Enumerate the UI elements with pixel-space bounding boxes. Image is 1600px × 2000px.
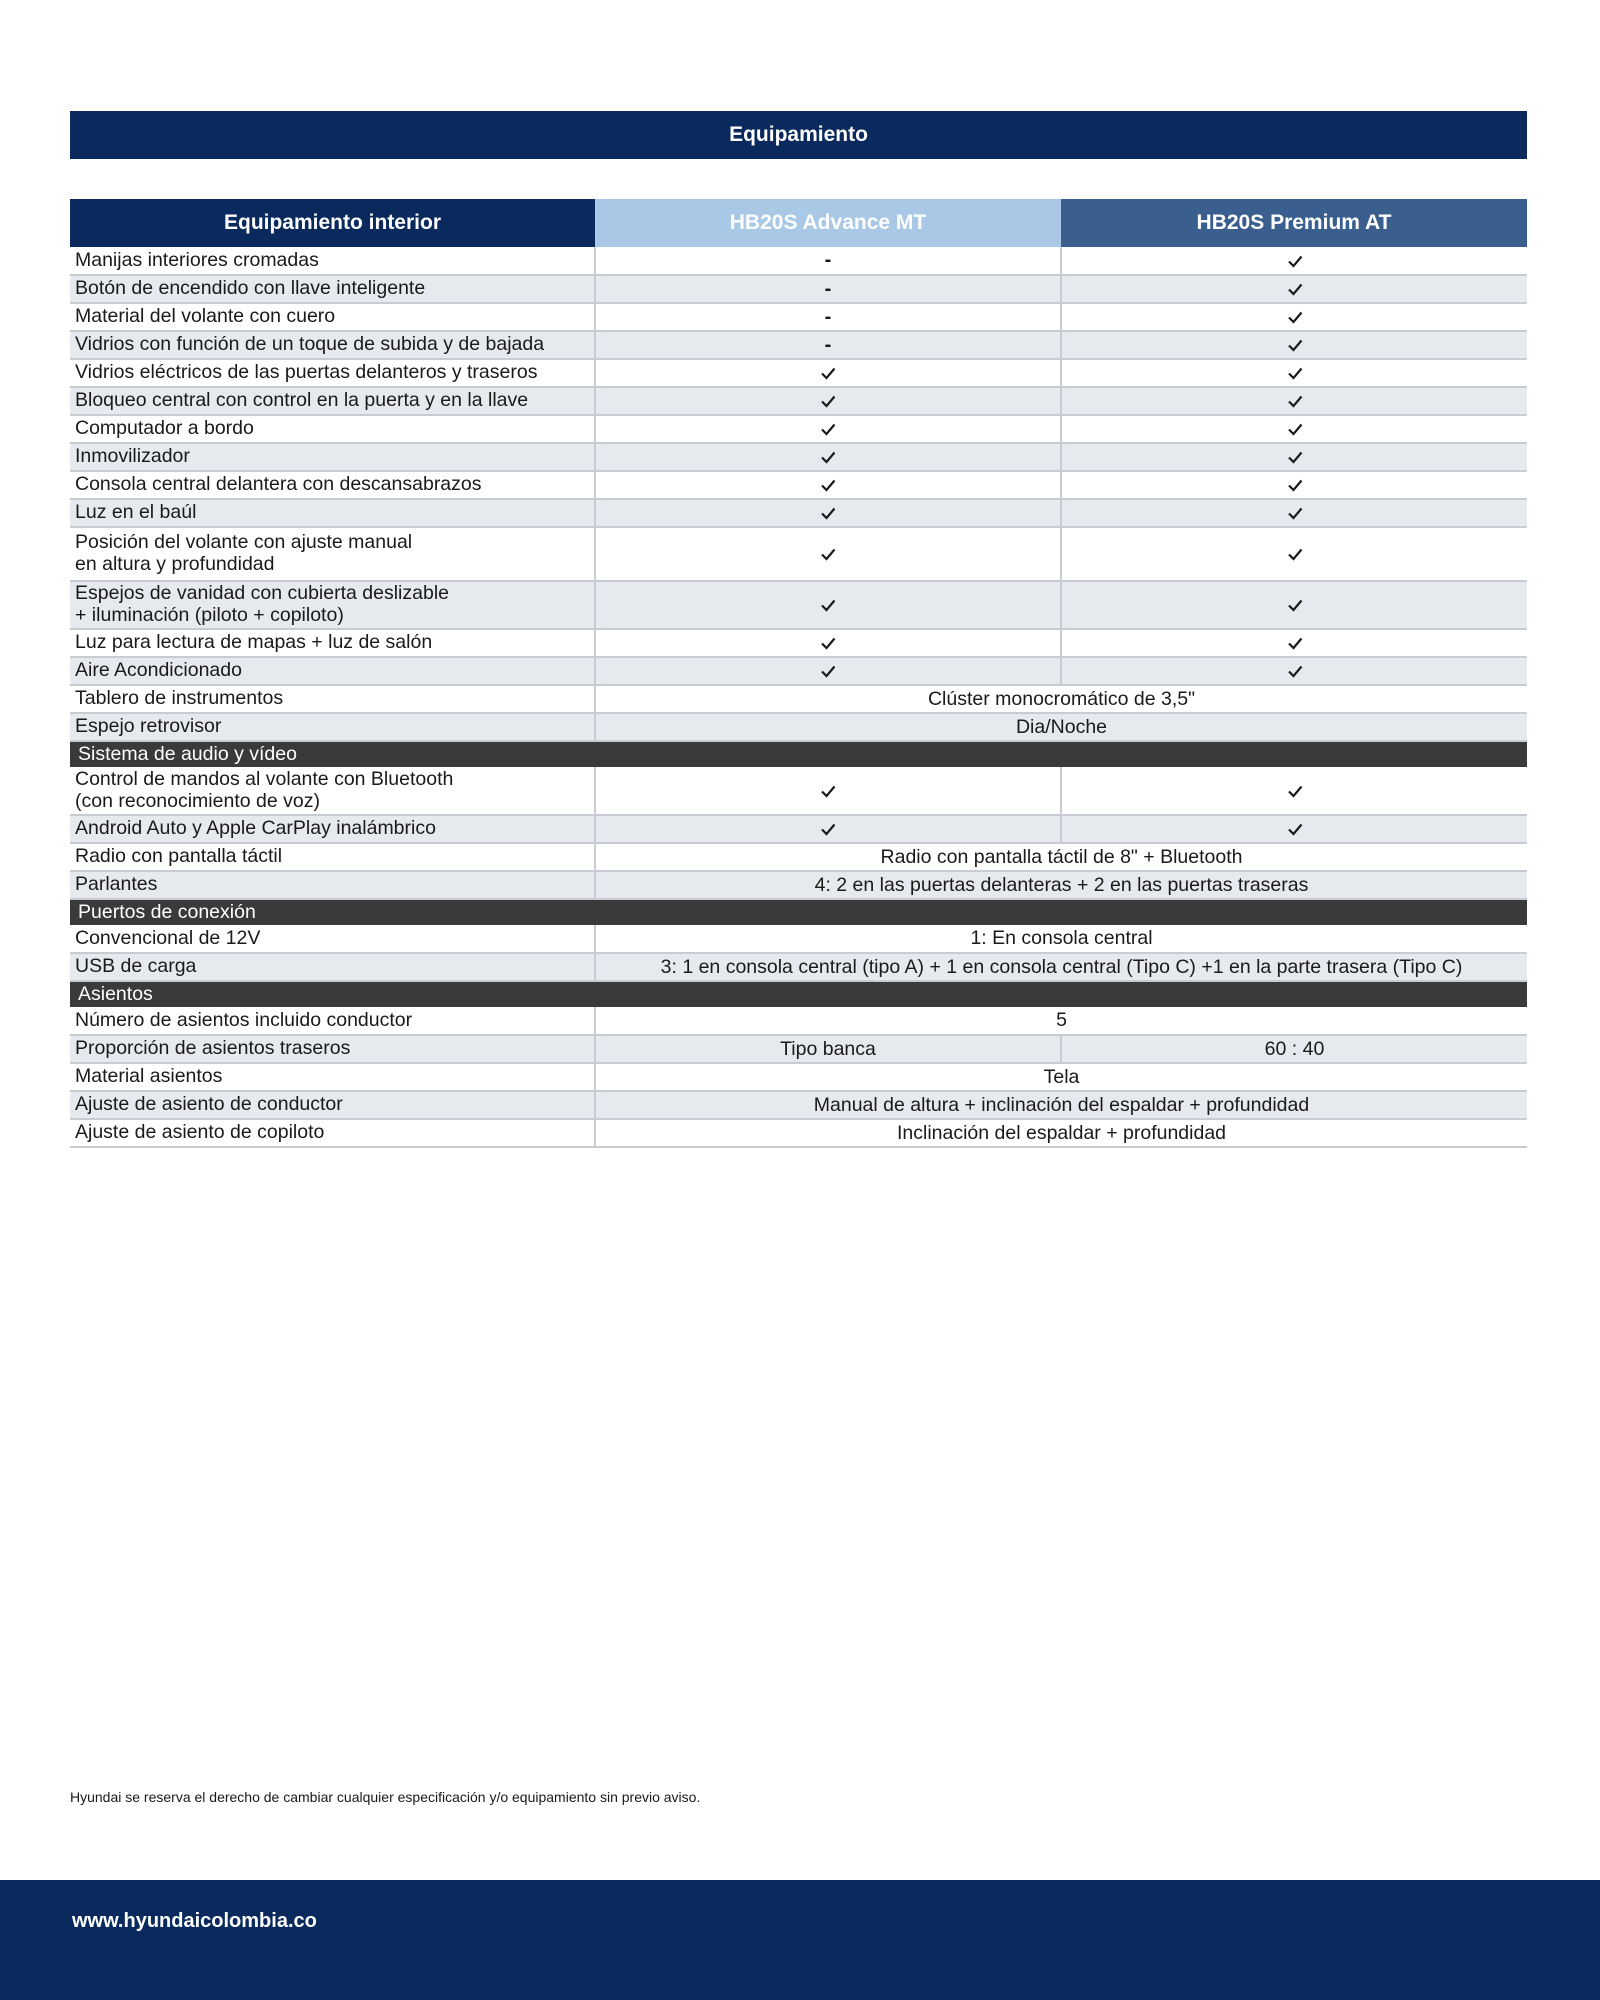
check-icon — [819, 364, 837, 382]
equipment-table — [70, 199, 1527, 1148]
shared-value-cell: Dia/Noche — [595, 713, 1527, 741]
check-icon — [1286, 252, 1304, 270]
table-row — [70, 843, 1527, 871]
check-icon — [819, 420, 837, 438]
row-label: Convencional de 12V — [70, 925, 595, 953]
table-row — [70, 925, 1527, 953]
check-icon — [1286, 336, 1304, 354]
row-label: Aire Acondicionado — [70, 657, 595, 685]
premium-cell — [1061, 275, 1527, 303]
table-row — [70, 713, 1527, 741]
table-row — [70, 1091, 1527, 1119]
premium-cell — [1061, 629, 1527, 657]
section-header-ports — [70, 899, 1527, 925]
section-header-audio — [70, 741, 1527, 767]
premium-cell — [1061, 499, 1527, 527]
row-label: Proporción de asientos traseros — [70, 1035, 595, 1063]
table-row — [70, 657, 1527, 685]
row-label: Inmovilizador — [70, 443, 595, 471]
row-label: Radio con pantalla táctil — [70, 843, 595, 871]
check-icon — [819, 782, 837, 800]
header-premium-at: HB20S Premium AT — [1061, 199, 1527, 247]
shared-value-cell: 5 — [595, 1007, 1527, 1035]
check-icon — [819, 545, 837, 563]
row-label: Material del volante con cuero — [70, 303, 595, 331]
row-label — [70, 767, 595, 815]
table-row — [70, 359, 1527, 387]
row-label: Luz en el baúl — [70, 499, 595, 527]
banner-title: Equipamiento — [729, 123, 868, 146]
check-icon — [1286, 504, 1304, 522]
check-icon — [819, 448, 837, 466]
table-row — [70, 685, 1527, 713]
premium-cell — [1061, 471, 1527, 499]
shared-value-cell: 4: 2 en las puertas delanteras + 2 en las puertas traseras — [595, 871, 1527, 899]
header-equipment-interior: Equipamiento interior — [70, 199, 595, 247]
check-icon — [1286, 280, 1304, 298]
row-label: Consola central delantera con descansabrazos — [70, 471, 595, 499]
section-title: Asientos — [70, 981, 1527, 1007]
header-advance-mt: HB20S Advance MT — [595, 199, 1061, 247]
disclaimer-text: Hyundai se reserva el derecho de cambiar cualquier especificación y/o equipamiento sin previo aviso. — [70, 1789, 701, 1805]
check-icon — [1286, 476, 1304, 494]
dash-icon: - — [824, 333, 832, 356]
advance-cell — [595, 657, 1061, 685]
table-row — [70, 871, 1527, 899]
premium-cell — [1061, 815, 1527, 843]
dash-icon: - — [824, 277, 832, 300]
shared-value-cell: Clúster monocromático de 3,5" — [595, 685, 1527, 713]
shared-value-cell: Tela — [595, 1063, 1527, 1091]
shared-value-cell: 3: 1 en consola central (tipo A) + 1 en consola central (Tipo C) +1 en la parte trasera (Tipo C) — [595, 953, 1527, 981]
check-icon — [1286, 392, 1304, 410]
section-header-seats — [70, 981, 1527, 1007]
row-label: Botón de encendido con llave inteligente — [70, 275, 595, 303]
premium-cell: 60 : 40 — [1061, 1035, 1527, 1063]
table-row — [70, 1007, 1527, 1035]
advance-cell: Tipo banca — [595, 1035, 1061, 1063]
advance-cell — [595, 471, 1061, 499]
premium-cell — [1061, 767, 1527, 815]
premium-cell — [1061, 247, 1527, 275]
table-row — [70, 815, 1527, 843]
check-icon — [819, 662, 837, 680]
advance-cell — [595, 629, 1061, 657]
check-icon — [1286, 545, 1304, 563]
dash-icon: - — [824, 305, 832, 328]
row-label: Espejo retrovisor — [70, 713, 595, 741]
row-label — [70, 527, 595, 581]
shared-value-cell: Radio con pantalla táctil de 8" + Bluetooth — [595, 843, 1527, 871]
row-label: Bloqueo central con control en la puerta y en la llave — [70, 387, 595, 415]
website-link[interactable]: www.hyundaicolombia.co — [72, 1910, 317, 1932]
row-label-line: Control de mandos al volante con Bluetooth — [75, 767, 454, 790]
premium-cell — [1061, 581, 1527, 629]
footer-bar — [0, 1880, 1600, 2000]
table-row — [70, 471, 1527, 499]
row-label: Parlantes — [70, 871, 595, 899]
row-label: Manijas interiores cromadas — [70, 247, 595, 275]
advance-cell — [595, 387, 1061, 415]
row-label-line: Espejos de vanidad con cubierta deslizable — [75, 582, 449, 605]
premium-cell — [1061, 331, 1527, 359]
advance-cell — [595, 275, 1061, 303]
check-icon — [819, 596, 837, 614]
check-icon — [1286, 596, 1304, 614]
advance-cell — [595, 415, 1061, 443]
premium-cell — [1061, 415, 1527, 443]
table-row — [70, 443, 1527, 471]
check-icon — [1286, 308, 1304, 326]
check-icon — [1286, 662, 1304, 680]
row-label-line: Posición del volante con ajuste manual — [75, 531, 413, 554]
row-label-line: en altura y profundidad — [75, 553, 275, 575]
table-row — [70, 767, 1527, 815]
shared-value-cell: 1: En consola central — [595, 925, 1527, 953]
check-icon — [1286, 820, 1304, 838]
table-row — [70, 275, 1527, 303]
section-title: Sistema de audio y vídeo — [70, 741, 1527, 767]
row-label-line: (con reconocimiento de voz) — [75, 789, 320, 812]
row-label: USB de carga — [70, 953, 595, 981]
table-row — [70, 499, 1527, 527]
advance-cell — [595, 815, 1061, 843]
table-row — [70, 953, 1527, 981]
table-row — [70, 629, 1527, 657]
advance-cell — [595, 247, 1061, 275]
row-label: Luz para lectura de mapas + luz de salón — [70, 629, 595, 657]
row-label — [70, 581, 595, 629]
section-title: Puertos de conexión — [70, 899, 1527, 925]
premium-cell — [1061, 527, 1527, 581]
shared-value-cell: Inclinación del espaldar + profundidad — [595, 1119, 1527, 1147]
table-row — [70, 303, 1527, 331]
check-icon — [819, 820, 837, 838]
check-icon — [1286, 448, 1304, 466]
row-label: Computador a bordo — [70, 415, 595, 443]
row-label: Tablero de instrumentos — [70, 685, 595, 713]
advance-cell — [595, 581, 1061, 629]
section-banner — [70, 111, 1527, 159]
table-row — [70, 387, 1527, 415]
table-row — [70, 527, 1527, 581]
table-row — [70, 1119, 1527, 1147]
advance-cell — [595, 443, 1061, 471]
row-label: Android Auto y Apple CarPlay inalámbrico — [70, 815, 595, 843]
row-label: Material asientos — [70, 1063, 595, 1091]
table-row — [70, 415, 1527, 443]
table-row — [70, 1035, 1527, 1063]
advance-cell — [595, 527, 1061, 581]
premium-cell — [1061, 443, 1527, 471]
row-label: Número de asientos incluido conductor — [70, 1007, 595, 1035]
check-icon — [819, 392, 837, 410]
table-header-row — [70, 199, 1527, 247]
row-label: Ajuste de asiento de conductor — [70, 1091, 595, 1119]
check-icon — [1286, 634, 1304, 652]
table-row — [70, 247, 1527, 275]
row-label: Vidrios con función de un toque de subida y de bajada — [70, 331, 595, 359]
check-icon — [819, 476, 837, 494]
check-icon — [819, 504, 837, 522]
check-icon — [819, 634, 837, 652]
advance-cell — [595, 767, 1061, 815]
check-icon — [1286, 420, 1304, 438]
advance-cell — [595, 303, 1061, 331]
check-icon — [1286, 364, 1304, 382]
premium-cell — [1061, 657, 1527, 685]
row-label: Vidrios eléctricos de las puertas delanteros y traseros — [70, 359, 595, 387]
premium-cell — [1061, 303, 1527, 331]
table-row — [70, 1063, 1527, 1091]
dash-icon: - — [824, 249, 832, 271]
shared-value-cell: Manual de altura + inclinación del espaldar + profundidad — [595, 1091, 1527, 1119]
advance-cell — [595, 331, 1061, 359]
check-icon — [1286, 782, 1304, 800]
premium-cell — [1061, 387, 1527, 415]
advance-cell — [595, 499, 1061, 527]
advance-cell — [595, 359, 1061, 387]
table-row — [70, 331, 1527, 359]
row-label-line: + iluminación (piloto + copiloto) — [75, 604, 344, 626]
premium-cell — [1061, 359, 1527, 387]
table-row — [70, 581, 1527, 629]
row-label: Ajuste de asiento de copiloto — [70, 1119, 595, 1147]
